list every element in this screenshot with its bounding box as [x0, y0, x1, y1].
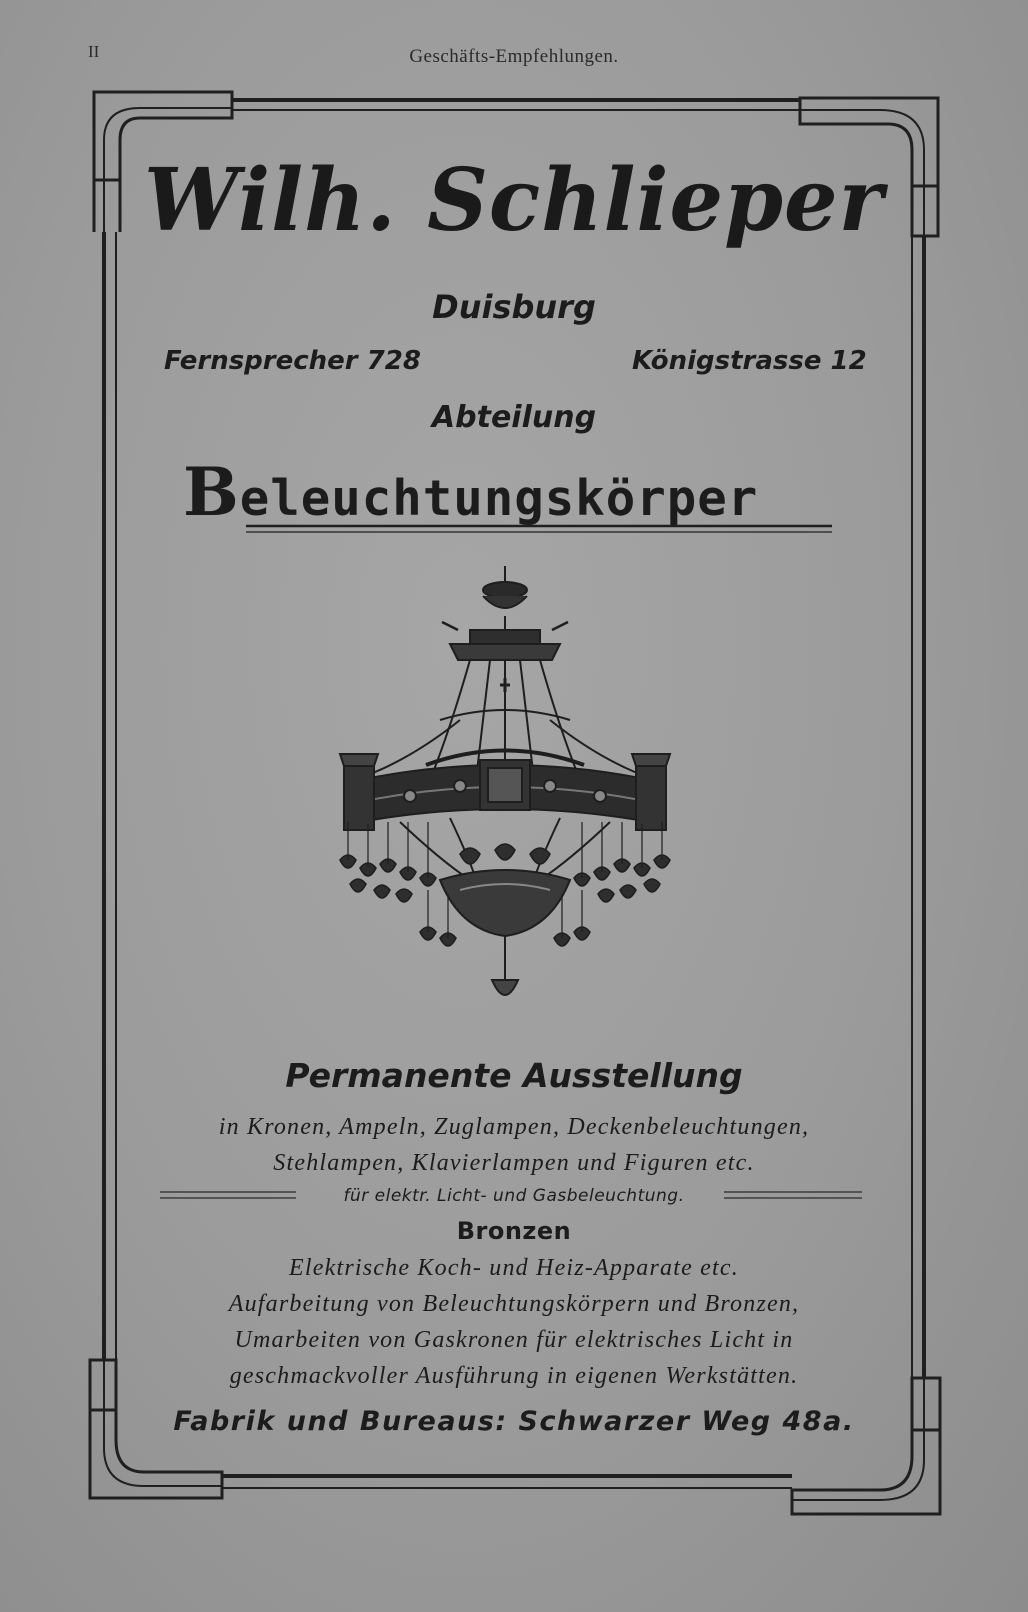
product-rest: eleuchtungskörper [239, 470, 759, 527]
body-line: Aufarbeitung von Beleuchtungskörpern und Bronzen, [228, 1291, 800, 1317]
chandelier-illustration [330, 560, 680, 1040]
body-line: Stehlampen, Klavierlampen und Figuren etc. [273, 1150, 755, 1176]
product-first-letter: B [183, 453, 240, 531]
body-line: in Kronen, Ampeln, Zuglampen, Deckenbeleuchtungen, [218, 1114, 810, 1140]
department-label: Abteilung [431, 400, 597, 435]
body-line: geschmackvoller Ausführung in eigenen Werkstätten. [229, 1363, 799, 1389]
body-line: Elektrische Koch- und Heiz-Apparate etc. [289, 1255, 739, 1281]
factory-address: Fabrik und Bureaus: Schwarzer Weg 48a. [173, 1406, 855, 1437]
body-line: Umarbeiten von Gaskronen für elektrisches Licht in [234, 1327, 794, 1353]
running-head: Geschäfts-Empfehlungen. [409, 46, 619, 67]
exhibition-heading: Permanente Ausstellung [285, 1056, 743, 1095]
product-heading [183, 453, 758, 531]
city-name: Duisburg [432, 288, 596, 326]
bronzen-heading: Bronzen [456, 1217, 572, 1245]
phone-number: Fernsprecher 728 [164, 346, 421, 376]
firm-name: Wilh. Schlieper [144, 150, 884, 251]
street-address: Königstrasse 12 [632, 346, 867, 376]
page-number: II [88, 42, 100, 61]
lighting-note: für elektr. Licht- und Gasbeleuchtung. [343, 1186, 685, 1206]
